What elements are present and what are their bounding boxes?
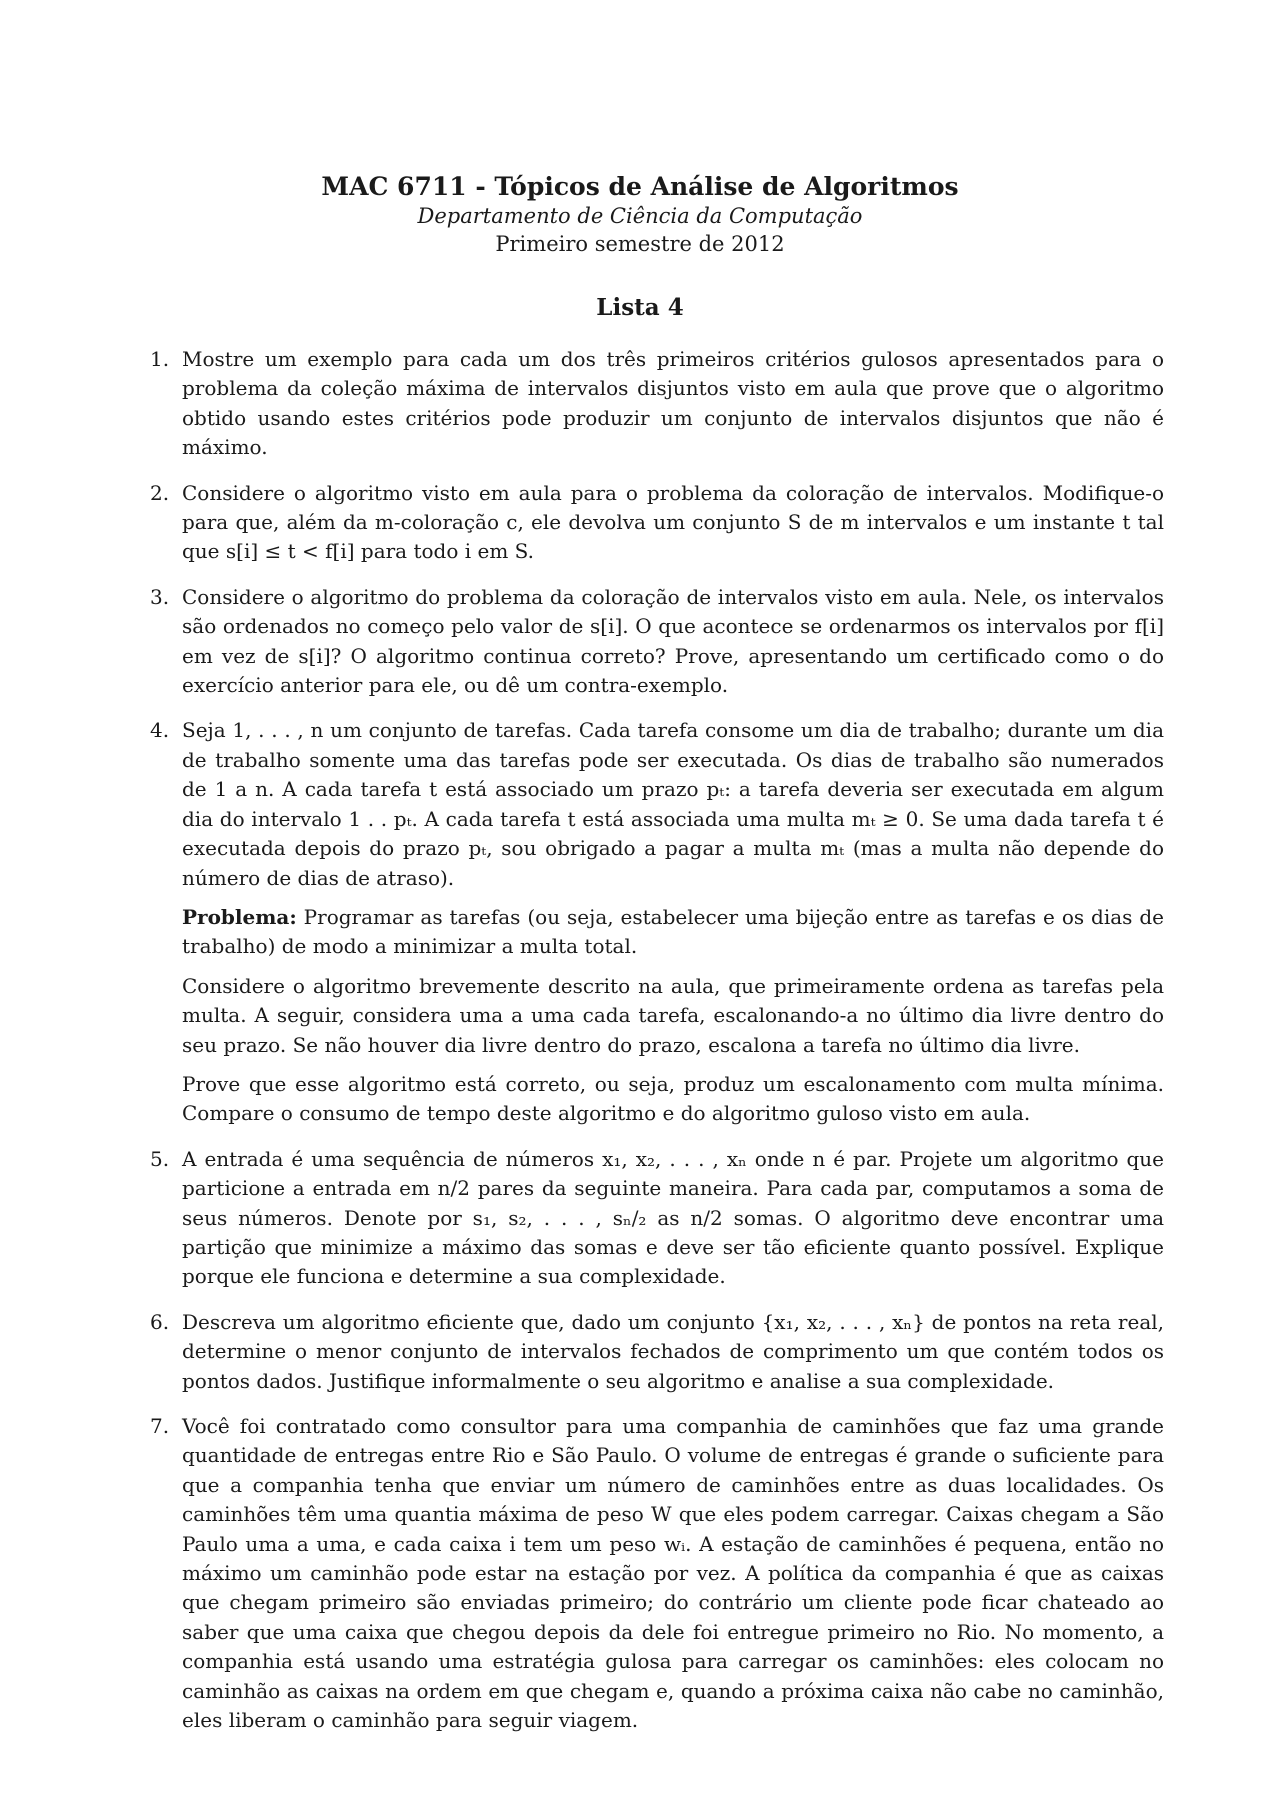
semester-label: Primeiro semestre de 2012 — [495, 232, 785, 256]
exercise-number: 1. — [150, 347, 170, 371]
exercise-text: Você foi contratado como consultor para uma companhia de caminhões que faz uma grande quantidade de entregas entre Rio e São Paulo. O volume de entregas é grande o suficiente para que a companhia tenha que enviar um número de caminhões entre as duas localidades. Os caminhões têm uma quantia máxima de peso W que eles podem carregar. Caixas chegam a São Paulo uma a uma, e cada caixa i tem um peso wᵢ. A estação de caminhões é pequena, então no máximo um caminhão pode estar na estação por vez. A política da companhia é que as caixas que chegam primeiro são enviadas primeiro; do contrário um cliente pode ficar chateado ao saber que uma caixa que chegou depois da dele foi entregue primeiro no Rio. No momento, a companhia está usando uma estratégia gulosa para carregar os caminhões: eles colocam no caminhão as caixas na ordem em que chegam e, quando a próxima caixa não cabe no caminhão, eles liberam o caminhão para seguir viagem. — [182, 1414, 1164, 1733]
exercise-text: Considere o algoritmo visto em aula para o problema da coloração de intervalos. Modifique-o para que, além da m-coloração c, ele devolva um conjunto S de m intervalos e um instante t tal que s[i] ≤ t < f[i] para todo i em S. — [182, 480, 1164, 564]
exercise-text: Considere o algoritmo do problema da coloração de intervalos visto em aula. Nele, os intervalos são ordenados no começo pelo valor de s[i]. O que acontece se ordenarmos os intervalos por f[i] em vez de s[i]? O algoritmo continua correto? Prove, apresentando um certificado como o do exercício anterior para ele, ou dê um contra-exemplo. — [182, 584, 1164, 698]
exercise-list — [150, 345, 1164, 1751]
exercise-number: 5. — [150, 1146, 170, 1171]
exercise-text: Descreva um algoritmo eficiente que, dado um conjunto {x₁, x₂, . . . , xₙ} de pontos na reta real, determine o menor conjunto de intervalos fechados de comprimento um que contém todos os pontos dados. Justifique informalmente o seu algoritmo e analise a sua complexidade. — [182, 1309, 1164, 1393]
exercise-2 — [150, 479, 1164, 567]
exercise-3 — [150, 583, 1164, 701]
problem-label: Problema: — [182, 904, 297, 929]
list-title: Lista 4 — [596, 294, 684, 321]
exercise-number: 2. — [150, 480, 170, 505]
problem-statement — [182, 903, 1164, 962]
exercise-5 — [150, 1145, 1164, 1292]
exercise-number: 6. — [150, 1309, 170, 1334]
exercise-text: Prove que esse algoritmo está correto, ou seja, produz um escalonamento com multa mínima. Compare o consumo de tempo deste algoritmo e do algoritmo guloso visto em aula. — [182, 1071, 1164, 1126]
exercise-number: 7. — [150, 1414, 170, 1438]
exercise-6 — [150, 1308, 1164, 1396]
exercise-7 — [150, 1412, 1164, 1735]
course-title: MAC 6711 - Tópicos de Análise de Algoritmos — [321, 172, 959, 201]
exercise-4 — [150, 716, 1164, 1128]
exercise-number: 3. — [150, 584, 170, 609]
exercise-text: Considere o algoritmo brevemente descrito na aula, que primeiramente ordena as tarefas pela multa. A seguir, considera uma a uma cada tarefa, escalonando-a no último dia livre dentro do seu prazo. Se não houver dia livre dentro do prazo, escalona a tarefa no último dia livre. — [182, 973, 1164, 1057]
exercise-text: Mostre um exemplo para cada um dos três primeiros critérios gulosos apresentados para o problema da coleção máxima de intervalos disjuntos visto em aula que prove que o algoritmo obtido usando estes critérios pode produzir um conjunto de intervalos disjuntos que não é máximo. — [182, 347, 1164, 460]
exercise-1 — [150, 345, 1164, 463]
exercise-number: 4. — [150, 718, 170, 743]
department-name: Departamento de Ciência da Computação — [417, 204, 863, 228]
exercise-text: Seja 1, . . . , n um conjunto de tarefas. Cada tarefa consome um dia de trabalho; durante um dia de trabalho somente uma das tarefas pode ser executada. Os dias de trabalho são numerados de 1 a n. A cada tarefa t está associado um prazo pₜ: a tarefa deveria ser executada em algum dia do intervalo 1 . . pₜ. A cada tarefa t está associada uma multa mₜ ≥ 0. Se uma dada tarefa t é executada depois do prazo pₜ, sou obrigado a pagar a multa mₜ (mas a multa não depende do número de dias de atraso). — [182, 718, 1164, 890]
document-header — [0, 172, 1280, 258]
problem-text: Programar as tarefas (ou seja, estabelecer uma bijeção entre as tarefas e os dias de trabalho) de modo a minimizar a multa total. — [182, 904, 1164, 959]
exercise-text: A entrada é uma sequência de números x₁, x₂, . . . , xₙ onde n é par. Projete um algoritmo que particione a entrada em n/2 pares da seguinte maneira. Para cada par, computamos a soma de seus números. Denote por s₁, s₂, . . . , sₙ/₂ as n/2 somas. O algoritmo deve encontrar uma partição que minimize a máximo das somas e deve ser tão eficiente quanto possível. Explique porque ele funciona e determine a sua complexidade. — [182, 1146, 1164, 1289]
